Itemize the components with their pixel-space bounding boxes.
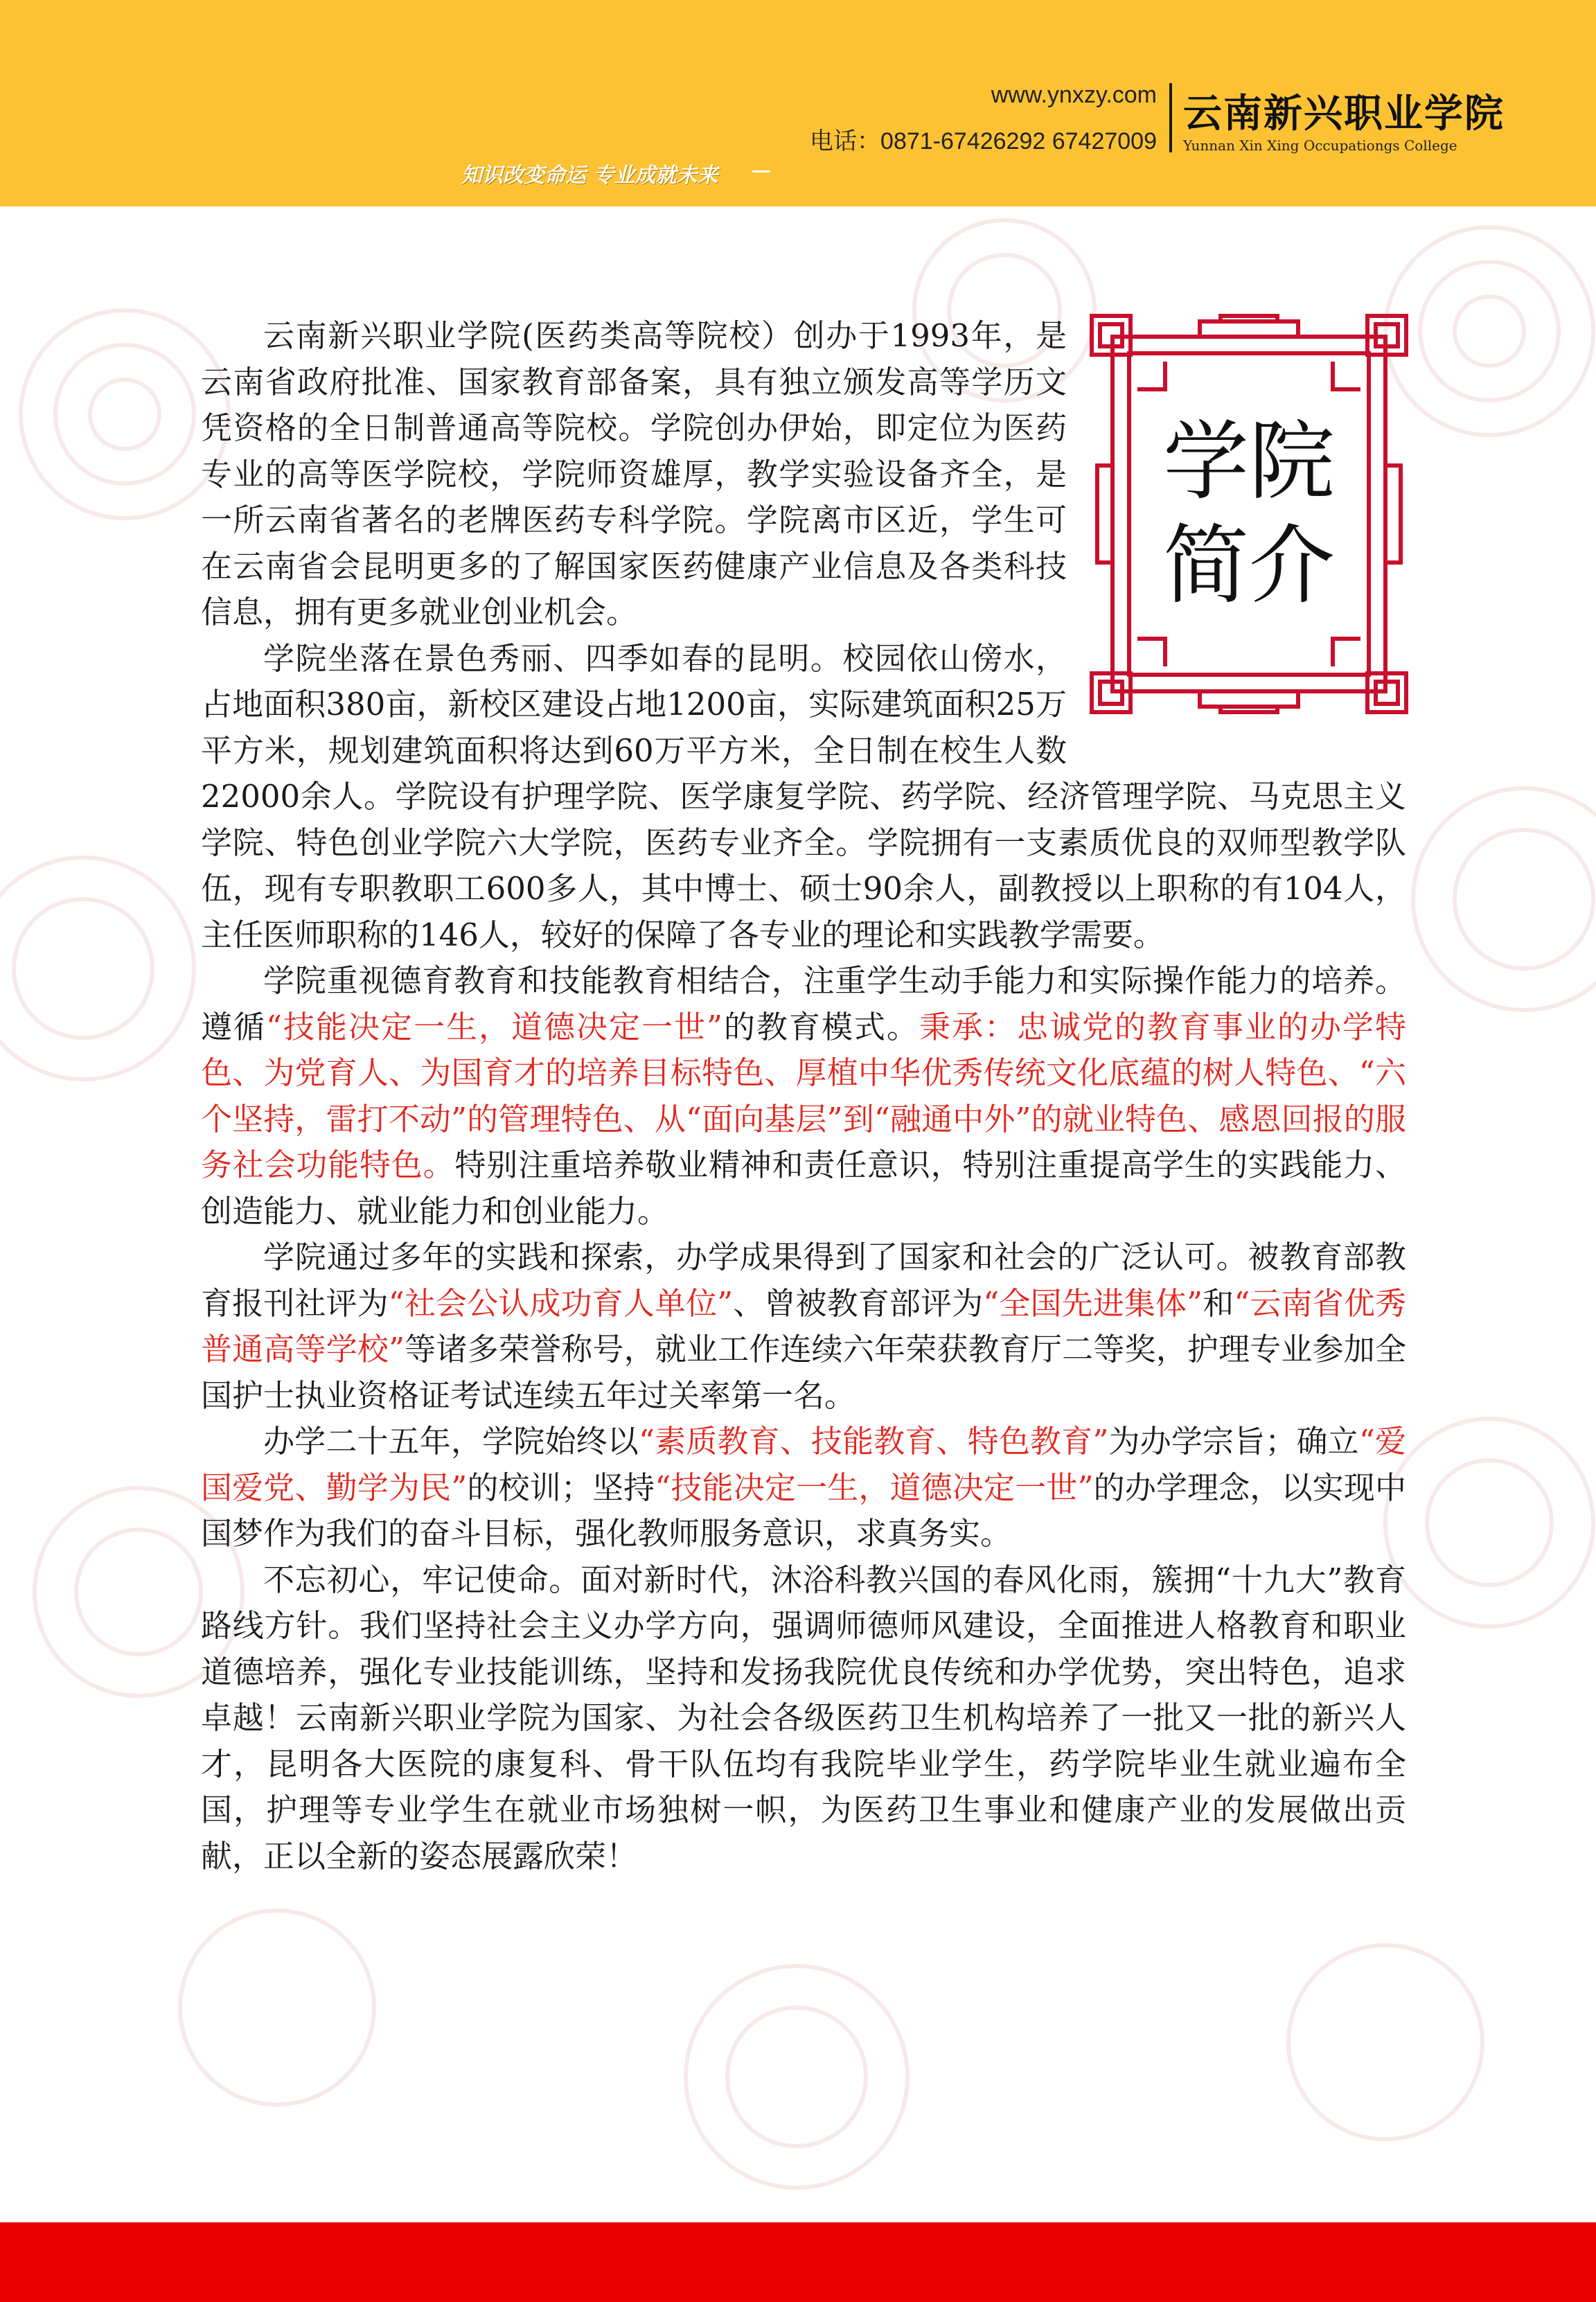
paragraph-4 [201, 1234, 1406, 1419]
p5-text-e: 的校训；坚持 [467, 1469, 655, 1506]
p4-text-e: 和 [1203, 1284, 1234, 1322]
p5-text-c: 为办学宗旨；确立 [1108, 1423, 1359, 1460]
footer-bar [0, 2222, 1596, 2302]
slogan: 知识改变命运 专业成就未来 [461, 163, 718, 188]
title-float-space [1067, 313, 1406, 734]
paragraph-3 [201, 958, 1406, 1234]
phone-number: 电话：0871-67426292 67427009 [810, 128, 1157, 154]
article-body [201, 313, 1406, 1879]
p4-text-g: 等诸多荣誉称号，就业工作连续六年荣获教育厅二等奖，护理专业参加全国护士执业资格证考试连续五年过关率第一名。 [201, 1331, 1406, 1414]
paragraph-2: 学院坐落在景色秀丽、四季如春的昆明。校园依山傍水，占地面积380亩，新校区建设占地1200亩，实际建筑面积25万平方米，规划建筑面积将达到60万平方米，全日制在校生人数22000余人。学院设有护理学院、医学康复学院、药学院、经济管理学院、马克思主义学院、特色创业学院六大学院，医药专业齐全。学院拥有一支素质优良的双师型教学队伍，现有专职教职工600多人，其中博士、硕士90余人，副教授以上职称的有104人，主任医师职称的146人，较好的保障了各专业的理论和实践教学需要。 [201, 639, 1406, 953]
college-name-en: Yunnan Xin Xing Occupationgs College [1183, 137, 1457, 154]
p4-text-c: 、曾被教育部评为 [733, 1284, 984, 1322]
p5-school-motto: “爱国爱党、勤学为民” [201, 1423, 1406, 1506]
p3-text-a: 学院重视德育教育和技能教育相结合，注重学生动手能力和实际操作能力的培养。遵循 [201, 962, 1406, 1045]
p4-honor-3: “云南省优秀普通高等学校” [201, 1284, 1406, 1367]
p5-text-g: 的办学理念，以实现中国梦作为我们的奋斗目标，强化教师服务意识，求真务实。 [201, 1469, 1406, 1552]
paragraph-6: 不忘初心，牢记使命。面对新时代，沐浴科教兴国的春风化雨，簇拥“十九大”教育路线方针。我们坚持社会主义办学方向，强调师德师风建设，全面推进人格教育和职业道德培养，强化专业技能训练，坚持和发扬我院优良传统和办学优势，突出特色，追求卓越！云南新兴职业学院为国家、为社会各级医药卫生机构培养了一批又一批的新兴人才，昆明各大医院的康复科、骨干队伍均有我院毕业学生，药学院毕业生就业遍布全国，护理等专业学生在就业市场独树一帜，为医药卫生事业和健康产业的发展做出贡献，正以全新的姿态展露欣荣！ [201, 1561, 1406, 1875]
paragraph-1: 云南新兴职业学院(医药类高等院校）创办于1993年，是云南省政府批准、国家教育部备案，具有独立颁发高等学历文凭资格的全日制普通高等院校。学院创办伊始，即定位为医药专业的高等医学院校，学院师资雄厚，教学实验设备齐全，是一所云南省著名的老牌医药专科学院。学院离市区近，学生可在云南省会昆明更多的了解国家医药健康产业信息及各类科技信息，拥有更多就业创业机会。 [201, 317, 1067, 630]
p5-philosophy: “技能决定一生，道德决定一世” [655, 1469, 1094, 1506]
p3-text-c: 的教育模式。 [722, 1008, 919, 1045]
p4-text-a: 学院通过多年的实践和探索，办学成果得到了国家和社会的广泛认可。被教育部教育报刊社评为 [201, 1239, 1406, 1322]
section-title-line2: 简介 [1162, 516, 1335, 616]
p3-motto: “技能决定一生，道德决定一世” [266, 1008, 722, 1045]
website-url[interactable]: www.ynxzy.com [991, 82, 1157, 108]
college-name-cn: 云南新兴职业学院 [1183, 91, 1505, 136]
paragraph-5 [201, 1419, 1406, 1557]
slogan-line [752, 170, 770, 172]
section-title-line1: 学院 [1162, 412, 1335, 512]
p3-text-e: 特别注重培养敬业精神和责任意识，特别注重提高学生的实践能力、创造能力、就业能力和创业能力。 [201, 1146, 1406, 1230]
p5-purpose: “素质教育、技能教育、特色教育” [638, 1423, 1109, 1460]
p4-honor-1: “社会公认成功育人单位” [388, 1284, 734, 1322]
header-banner [0, 0, 1596, 206]
p4-honor-2: “全国先进集体” [983, 1284, 1203, 1322]
header-divider [1169, 83, 1172, 152]
p3-features: 秉承：忠诚党的教育事业的办学特色、为党育人、为国育才的培养目标特色、厚植中华优秀传统文化底蕴的树人特色、“六个坚持，雷打不动”的管理特色、从“面向基层”到“融通中外”的就业特色、感恩回报的服务社会功能特色。 [201, 1008, 1406, 1183]
p5-text-a: 办学二十五年，学院始终以 [263, 1423, 639, 1460]
